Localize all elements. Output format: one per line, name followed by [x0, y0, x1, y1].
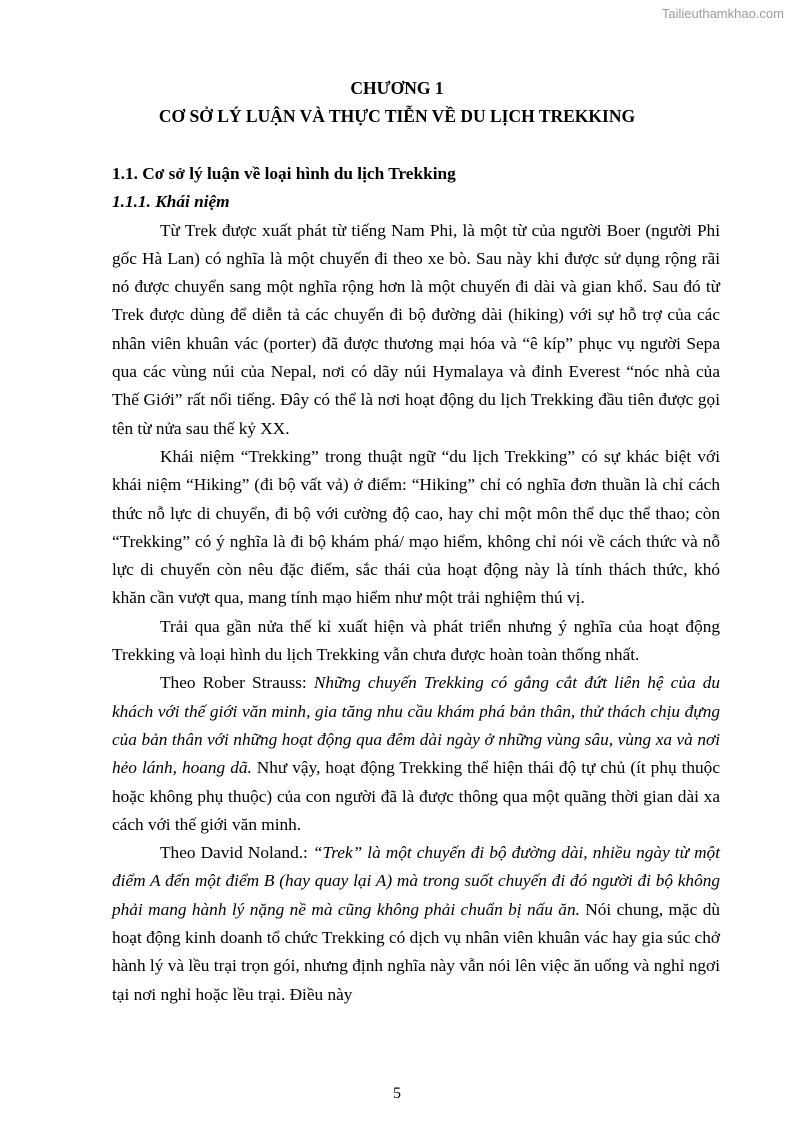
strauss-rest: Như vậy, hoạt động Trekking thể hiện thái độ tự chủ (ít phụ thuộc hoặc không phụ thuộc) của con người đã là được thông qua một quãng thời gian dài xa cách với thế giới văn minh. [112, 758, 720, 834]
strauss-quote: Những chuyến Trekking có gắng cắt đứt liên hệ của du khách với thế giới văn minh, gia tăng nhu cầu khám phá bản thân, thử thách chịu đựng của bản thân với những hoạt động qua đêm dài ngày ở những vùng sâu, vùng xa và nơi hẻo lánh, hoang dã. [112, 673, 721, 778]
noland-lead: Theo David Noland.: [160, 843, 313, 863]
page-number: 5 [393, 1085, 401, 1102]
paragraph-origin: Từ Trek được xuất phát từ tiếng Nam Phi, là một từ của người Boer (người Phi gốc Hà Lan) có nghĩa là một chuyến đi theo xe bò. Sau này khi được sử dụng rộng rãi nó được chuyển sang một nghĩa rộng hơn là một chuyến đi dài và gian khổ. Sau đó từ Trek được dùng để diễn tả các chuyến đi bộ đường dài (hiking) với sự hỗ trợ của các nhân viên khuân vác (porter) đã được thương mại hóa và “ê kíp” phục vụ người Sepa qua các vùng núi của Nepal, nơi có dãy núi Hymalaya và đỉnh Everest “nóc nhà của Thế Giới” rất nổi tiếng. Đây có thể là nơi hoạt động du lịch Trekking đầu tiên được gọi tên từ nửa sau thế kỷ XX. [112, 220, 720, 438]
paragraph-strauss [112, 669, 720, 839]
noland-rest: Nói chung, mặc dù hoạt động kinh doanh tổ chức Trekking có dịch vụ nhân viên khuân vác hay gia súc chở hành lý và lều trại trọn gói, nhưng định nghĩa này vẫn nói lên việc ăn uống và nghỉ ngơi tại nơi nghỉ hoặc lều trại. Điều này [112, 899, 720, 1004]
paragraph-trekking-vs-hiking: Khái niệm “Trekking” trong thuật ngữ “du lịch Trekking” có sự khác biệt với khái niệm “Hiking” (đi bộ vất vả) ở điểm: “Hiking” chỉ có nghĩa đơn thuần là chỉ cách thức nỗ lực di chuyển, đi bộ với cường độ cao, hay chỉ một môn thể dục thể thao; còn “Trekking” có ý nghĩa là đi bộ khám phá/ mạo hiểm, không chỉ nói về cách thức và nỗ lực di chuyển còn nêu đặc điểm, sắc thái của hoạt động này là tính thách thức, khó khăn cần vượt qua, mang tính mạo hiểm như một trải nghiệm thú vị. [112, 446, 720, 608]
noland-quote: “Trek” là một chuyến đi bộ đường dài, nhiều ngày từ một điểm A đến một điểm B (hay quay lại A) mà trong suốt chuyến đi đó người đi bộ không phải mang hành lý nặng nề mà cũng không phải chuẩn bị nấu ăn. [112, 843, 721, 919]
subsection-heading: 1.1.1. Khái niệm [112, 192, 230, 212]
strauss-lead: Theo Rober Strauss: [160, 673, 314, 693]
paragraph-unification: Trải qua gần nửa thế kỉ xuất hiện và phát triển nhưng ý nghĩa của hoạt động Trekking và loại hình du lịch Trekking vẫn chưa được hoàn toàn thống nhất. [112, 616, 720, 665]
section-heading: 1.1. Cơ sở lý luận về loại hình du lịch Trekking [112, 164, 456, 183]
page-body [112, 160, 720, 1009]
chapter-title: CHƯƠNG 1 [350, 78, 444, 98]
chapter-subtitle: CƠ SỞ LÝ LUẬN VÀ THỰC TIỄN VỀ DU LỊCH TREKKING [158, 106, 636, 126]
paragraph-noland [112, 839, 720, 1009]
watermark: Tailieuthamkhao.com [661, 6, 784, 21]
